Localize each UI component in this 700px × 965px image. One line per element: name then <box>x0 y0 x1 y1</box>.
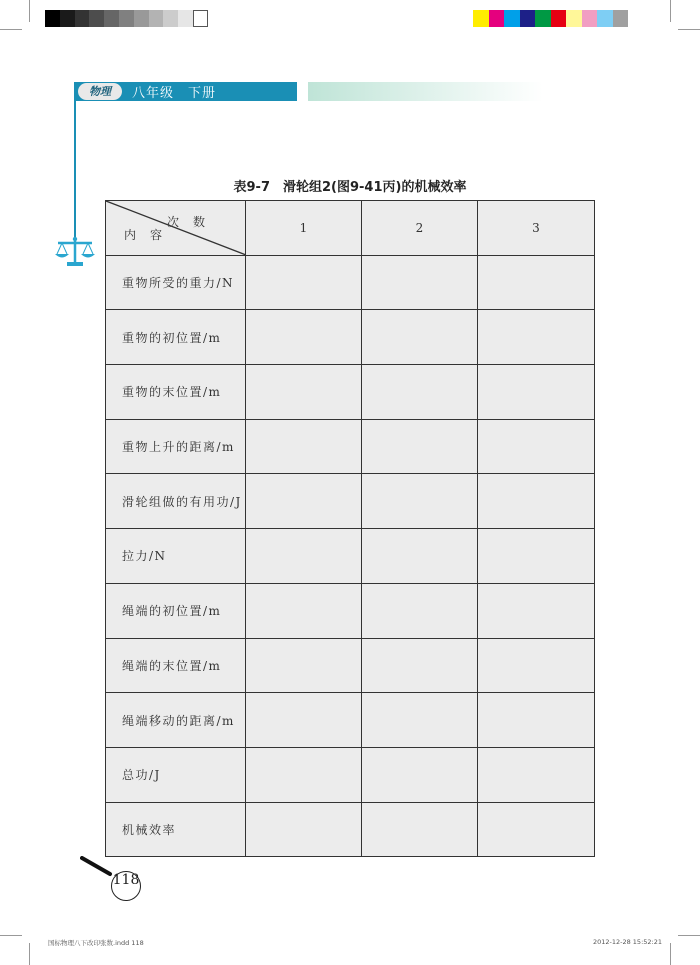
balance-scale-icon <box>54 236 96 268</box>
grade-label: 八年级 下册 <box>132 86 217 101</box>
diagonal-header-cell <box>106 201 246 256</box>
data-cell <box>478 529 595 584</box>
margin-rule <box>74 101 76 244</box>
footer-timestamp: 2012-12-28 15:52:21 <box>592 938 662 946</box>
color-swatch <box>489 10 505 27</box>
table-row <box>106 365 595 420</box>
table-row <box>106 310 595 365</box>
crop-mark <box>670 943 671 965</box>
efficiency-table <box>105 200 595 857</box>
row-label: 滑轮组做的有用功/J <box>106 474 246 529</box>
gray-swatch <box>178 10 193 27</box>
table-header-row <box>106 201 595 256</box>
color-swatch <box>535 10 551 27</box>
data-cell <box>478 747 595 802</box>
data-cell <box>478 638 595 693</box>
data-cell <box>478 255 595 310</box>
crop-mark <box>678 935 700 936</box>
column-header: 2 <box>362 201 478 256</box>
data-cell <box>246 310 362 365</box>
corner-label-count: 次数 <box>166 215 219 229</box>
data-cell <box>246 365 362 420</box>
data-cell <box>246 255 362 310</box>
table-row <box>106 255 595 310</box>
data-cell <box>246 693 362 748</box>
gray-swatch <box>89 10 104 27</box>
gray-swatch <box>149 10 164 27</box>
crop-mark <box>29 0 30 22</box>
gray-swatch <box>119 10 134 27</box>
color-swatch <box>473 10 489 27</box>
crop-mark <box>29 943 30 965</box>
subject-logo: 物理 <box>78 83 122 100</box>
data-cell <box>246 419 362 474</box>
row-label: 拉力/N <box>106 529 246 584</box>
color-swatch <box>582 10 598 27</box>
crop-mark <box>0 29 22 30</box>
data-cell <box>362 693 478 748</box>
data-cell <box>478 419 595 474</box>
data-cell <box>478 693 595 748</box>
gray-swatch <box>60 10 75 27</box>
data-cell <box>478 310 595 365</box>
data-cell <box>362 474 478 529</box>
row-label: 重物所受的重力/N <box>106 255 246 310</box>
data-cell <box>246 474 362 529</box>
corner-label-content: 内容 <box>124 227 177 242</box>
table-row <box>106 529 595 584</box>
table-row <box>106 474 595 529</box>
data-cell <box>362 638 478 693</box>
color-swatch <box>597 10 613 27</box>
data-cell <box>362 310 478 365</box>
data-cell <box>362 255 478 310</box>
crop-mark <box>678 29 700 30</box>
color-swatch <box>566 10 582 27</box>
footer-filename: 国标物理八下改印张数.indd 118 <box>48 939 144 947</box>
row-label: 总功/J <box>106 747 246 802</box>
data-cell <box>246 583 362 638</box>
gray-swatch <box>193 10 208 27</box>
color-swatch <box>520 10 536 27</box>
gray-swatch <box>45 10 60 27</box>
row-label: 重物上升的距离/m <box>106 419 246 474</box>
data-cell <box>362 802 478 857</box>
row-label: 重物的初位置/m <box>106 310 246 365</box>
row-label: 绳端的初位置/m <box>106 583 246 638</box>
data-cell <box>362 529 478 584</box>
row-label: 绳端移动的距离/m <box>106 693 246 748</box>
crop-mark <box>0 935 22 936</box>
table-row <box>106 419 595 474</box>
data-cell <box>478 365 595 420</box>
data-cell <box>246 747 362 802</box>
crop-mark <box>670 0 671 22</box>
magnifier-icon <box>80 856 116 880</box>
data-cell <box>246 802 362 857</box>
data-cell <box>478 474 595 529</box>
data-cell <box>478 802 595 857</box>
grayscale-color-bar <box>45 10 208 27</box>
data-cell <box>362 747 478 802</box>
gray-swatch <box>163 10 178 27</box>
table-row <box>106 693 595 748</box>
color-swatch <box>613 10 629 27</box>
header-gradient <box>308 82 543 101</box>
table-row <box>106 638 595 693</box>
data-cell <box>362 365 478 420</box>
color-swatch <box>551 10 567 27</box>
data-cell <box>478 583 595 638</box>
table-row <box>106 747 595 802</box>
row-label: 重物的末位置/m <box>106 365 246 420</box>
table-row <box>106 802 595 857</box>
data-cell <box>246 638 362 693</box>
table-caption: 表9-7 滑轮组2(图9-41丙)的机械效率 <box>233 180 467 195</box>
data-cell <box>246 529 362 584</box>
page-number: 118 <box>111 871 141 901</box>
gray-swatch <box>75 10 90 27</box>
row-label: 机械效率 <box>106 802 246 857</box>
gray-swatch <box>104 10 119 27</box>
data-cell <box>362 583 478 638</box>
process-color-bar <box>473 10 628 27</box>
table-row <box>106 583 595 638</box>
column-header: 3 <box>478 201 595 256</box>
gray-swatch <box>134 10 149 27</box>
row-label: 绳端的末位置/m <box>106 638 246 693</box>
color-swatch <box>504 10 520 27</box>
column-header: 1 <box>246 201 362 256</box>
data-cell <box>362 419 478 474</box>
